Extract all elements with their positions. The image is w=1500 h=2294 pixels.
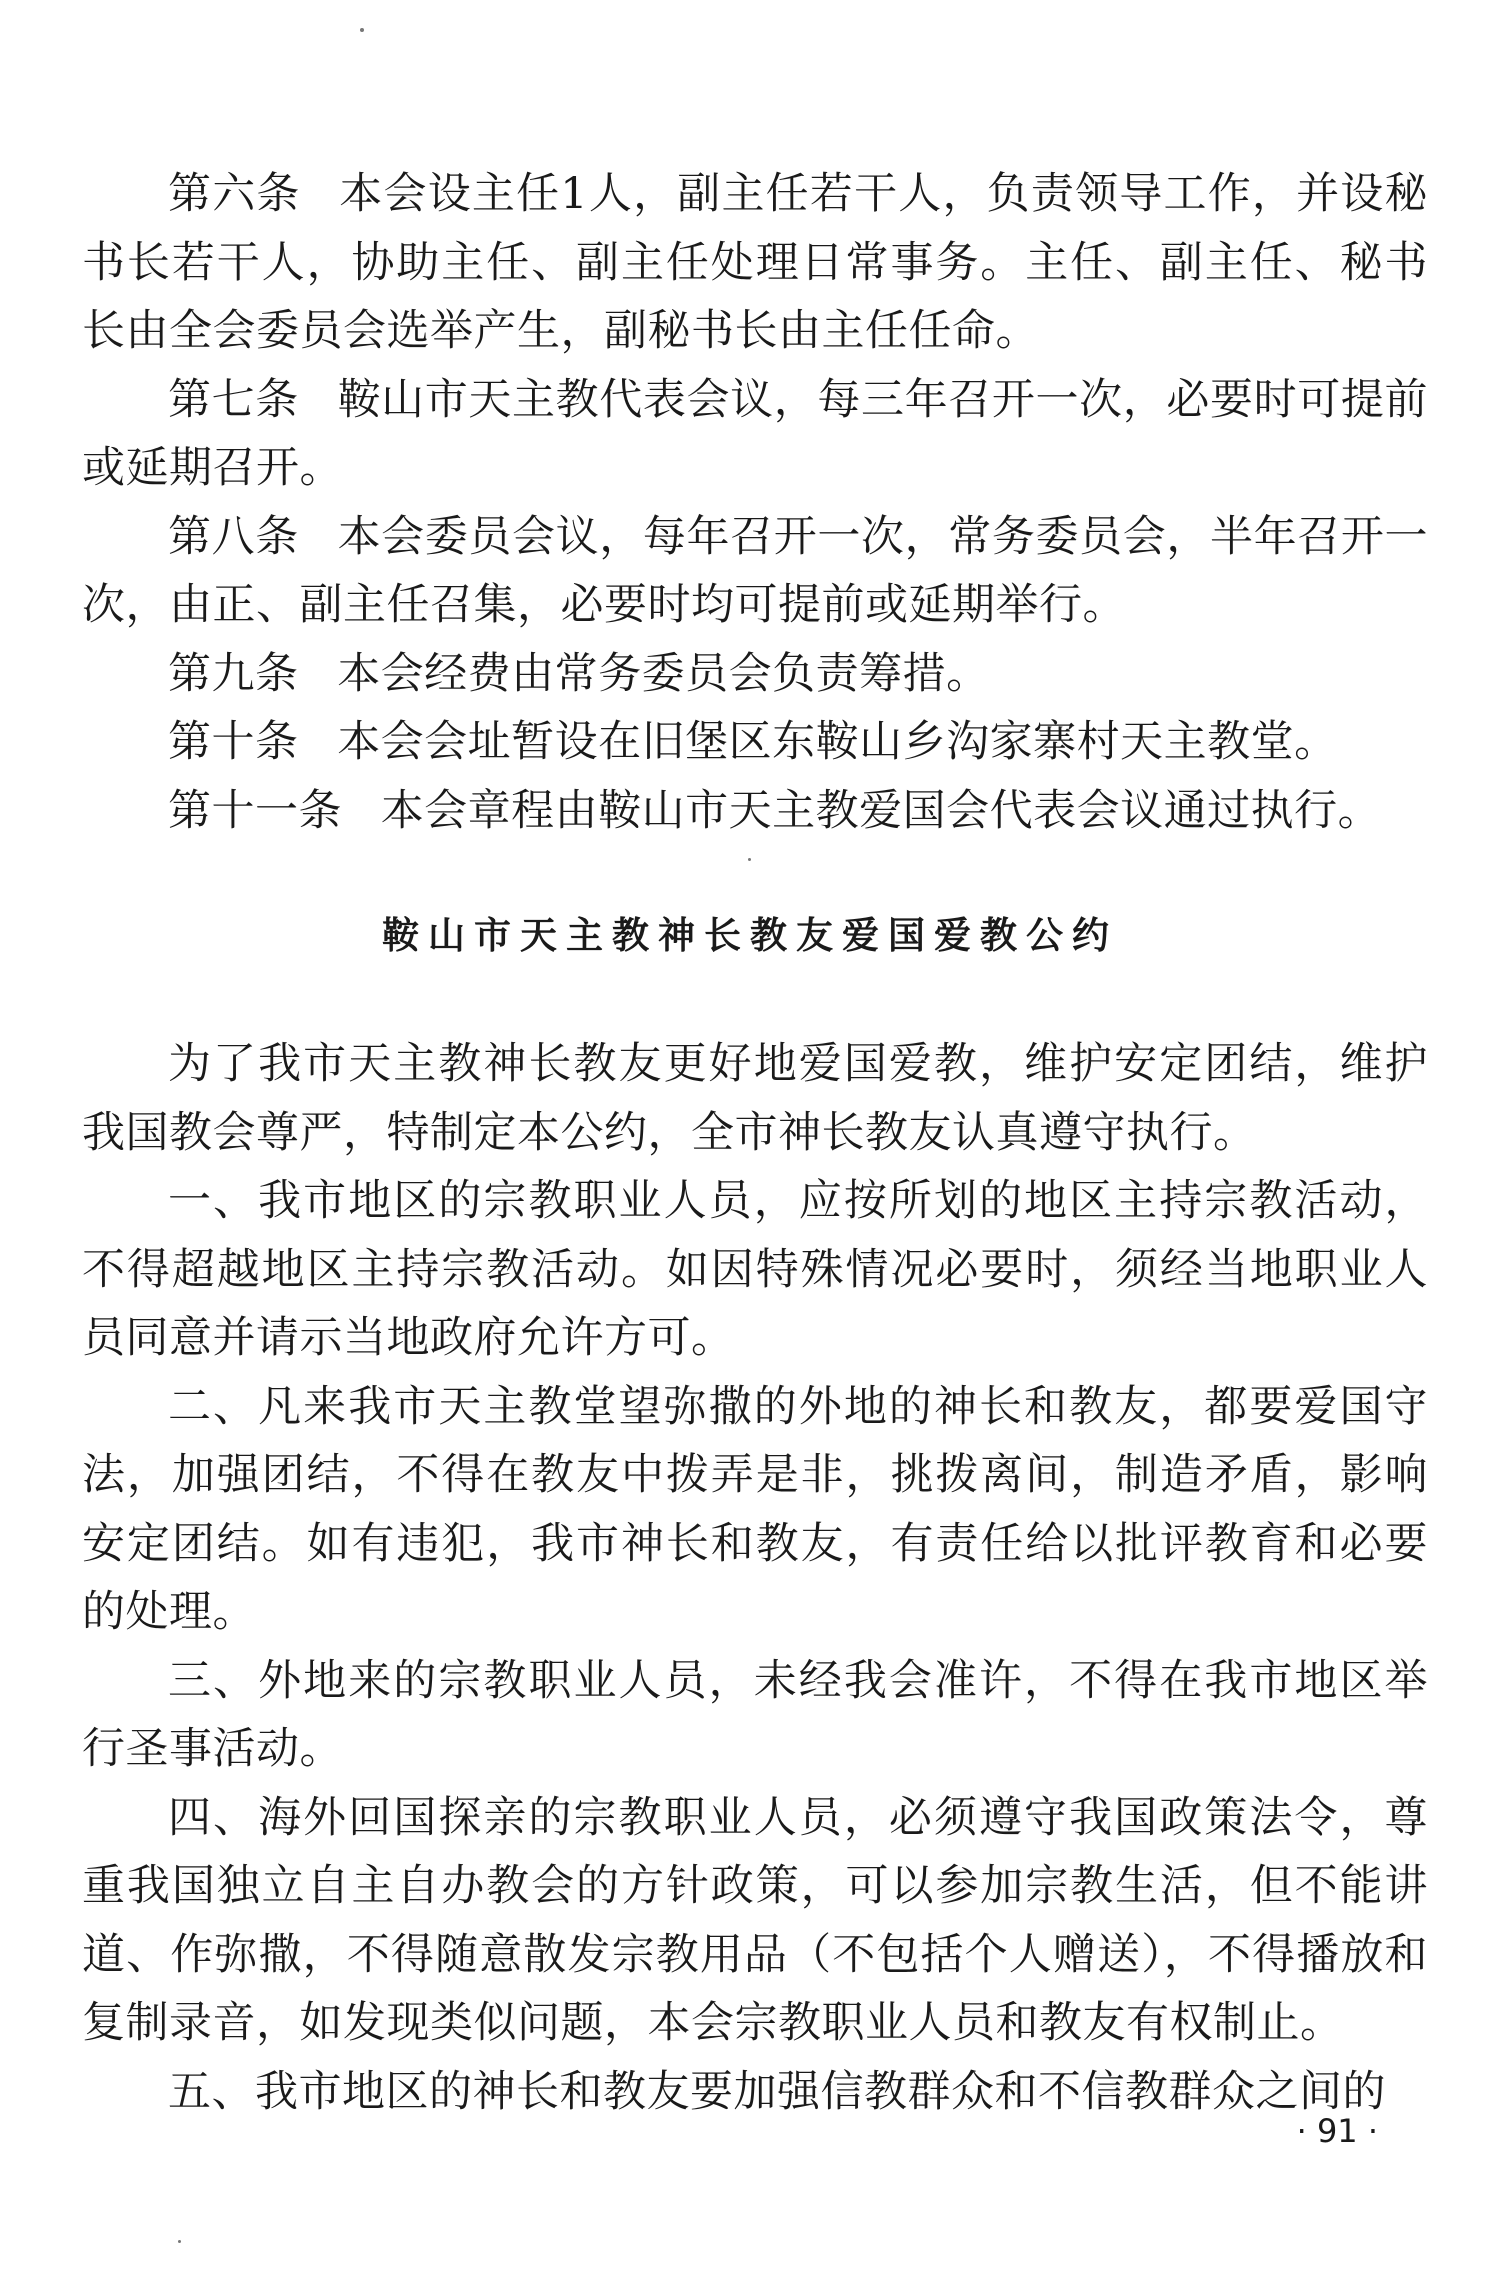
article-11 (82, 777, 1428, 846)
page-number: · 91 · (1296, 2112, 1378, 2150)
article-text: 本会经费由常务委员会负责筹措。 (337, 648, 990, 699)
scan-speck (748, 858, 751, 861)
article-label: 第十一条 (168, 785, 342, 836)
convention-clause-2: 二、凡来我市天主教堂望弥撒的外地的神长和教友，都要爱国守法，加强团结，不得在教友中拨弄是非，挑拨离间，制造矛盾，影响安定团结。如有违犯，我市神长和教友，有责任给以批评教育和必要的处理。 (82, 1381, 1428, 1637)
article-text: 鞍山市天主教代表会议，每三年召开一次，必要时可提前或延期召开。 (82, 374, 1429, 493)
article-label: 第六条 (168, 169, 301, 219)
convention-title: 鞍山市天主教神长教友爱国爱教公约 (382, 913, 1118, 957)
article-8 (82, 503, 1428, 640)
convention-clause-3: 三、外地来的宗教职业人员，未经我会准许，不得在我市地区举行圣事活动。 (82, 1655, 1428, 1774)
articles-section (82, 160, 1428, 845)
article-6 (82, 160, 1428, 366)
scan-speck (178, 2240, 181, 2243)
convention-clause-5: 五、我市地区的神长和教友要加强信教群众和不信教群众之间的 (168, 2066, 1386, 2117)
article-text: 本会章程由鞍山市天主教爱国会代表会议通过执行。 (380, 785, 1382, 836)
article-10 (82, 708, 1428, 777)
article-label: 第七条 (168, 374, 299, 425)
article-7 (82, 366, 1428, 503)
article-text: 本会会址暂设在旧堡区东鞍山乡沟家寨村天主教堂。 (337, 717, 1338, 767)
article-label: 第九条 (168, 648, 299, 699)
scan-speck (360, 28, 364, 32)
convention-clause-1: 一、我市地区的宗教职业人员，应按所划的地区主持宗教活动，不得超越地区主持宗教活动。如因特殊情况必要时，须经当地职业人员同意并请示当地政府允许方可。 (82, 1176, 1428, 1363)
article-label: 第十条 (168, 717, 299, 767)
article-text: 本会委员会议，每年召开一次，常务委员会，半年召开一次，由正、副主任召集，必要时均可提前或延期举行。 (82, 511, 1429, 630)
article-text: 本会设主任1人，副主任若干人，负责领导工作，并设秘书长若干人，协助主任、副主任处理日常事务。主任、副主任、秘书长由全会委员会选举产生，副秘书长由主任任命。 (82, 169, 1429, 356)
article-label: 第八条 (168, 511, 299, 562)
convention-clause-4: 四、海外回国探亲的宗教职业人员，必须遵守我国政策法令，尊重我国独立自主自办教会的方针政策，可以参加宗教生活，但不能讲道、作弥撒，不得随意散发宗教用品（不包括个人赠送），不得播放和复制录音，如发现类似问题，本会宗教职业人员和教友有权制止。 (82, 1792, 1428, 2048)
article-9 (82, 640, 1428, 709)
convention-section (82, 1030, 1428, 2126)
convention-intro: 为了我市天主教神长教友更好地爱国爱教，维护安定团结，维护我国教会尊严，特制定本公约，全市神长教友认真遵守执行。 (82, 1039, 1428, 1158)
